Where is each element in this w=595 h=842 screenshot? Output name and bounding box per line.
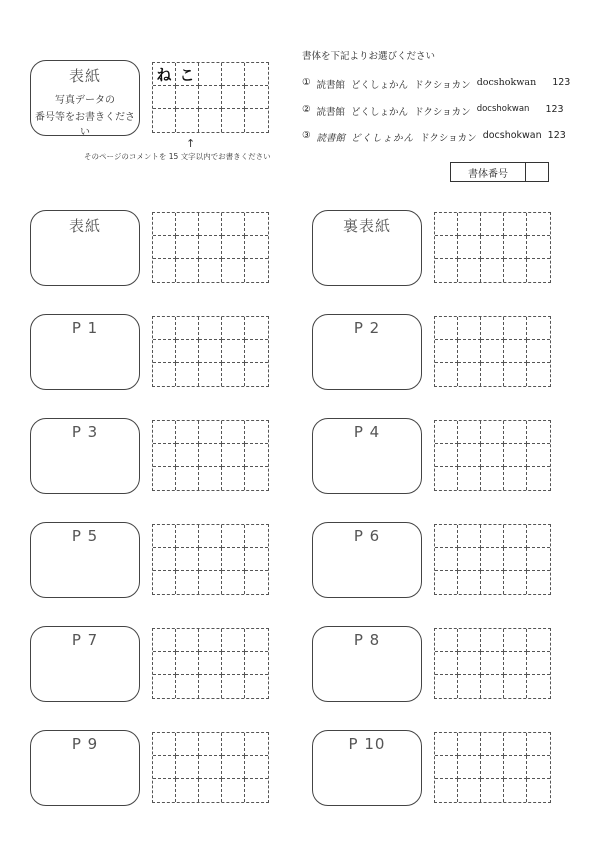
grid-cell[interactable]	[199, 467, 222, 490]
grid-cell[interactable]	[199, 109, 222, 132]
grid-cell[interactable]	[245, 779, 268, 802]
page-label: P 3	[71, 423, 99, 441]
grid-cell[interactable]	[527, 629, 550, 652]
grid-cell[interactable]	[504, 675, 527, 698]
grid-cell[interactable]	[176, 86, 199, 109]
grid-cell[interactable]	[481, 571, 504, 594]
grid-cell[interactable]	[458, 779, 481, 802]
grid-cell[interactable]	[527, 213, 550, 236]
grid-cell[interactable]	[458, 652, 481, 675]
grid-cell[interactable]	[481, 733, 504, 756]
grid-cell[interactable]	[504, 733, 527, 756]
grid-cell[interactable]	[199, 213, 222, 236]
page-comment-grid[interactable]	[434, 420, 551, 491]
grid-cell[interactable]	[199, 259, 222, 282]
grid-cell[interactable]	[153, 259, 176, 282]
grid-cell[interactable]	[504, 444, 527, 467]
option-roman: docshokwan	[476, 104, 530, 114]
option-digits: 123	[547, 130, 566, 141]
font-number-field[interactable]	[450, 162, 549, 182]
page-label: P 5	[71, 527, 99, 545]
grid-cell[interactable]	[153, 86, 176, 109]
font-option-3[interactable]	[302, 130, 566, 144]
page-photo-box[interactable]	[312, 418, 422, 494]
grid-cell[interactable]	[458, 259, 481, 282]
page-photo-box[interactable]	[30, 626, 140, 702]
grid-cell[interactable]	[527, 236, 550, 259]
grid-cell[interactable]	[245, 317, 268, 340]
grid-cell[interactable]	[245, 259, 268, 282]
option-hiragana: どくしょかん	[351, 107, 409, 118]
font-instruction: 書体を下記よりお選びください	[302, 51, 436, 62]
grid-cell[interactable]	[245, 548, 268, 571]
page-comment-grid[interactable]	[434, 628, 551, 699]
option-kanji: 読書館	[316, 133, 346, 144]
grid-cell[interactable]	[176, 340, 199, 363]
grid-cell[interactable]	[481, 444, 504, 467]
grid-cell[interactable]	[435, 236, 458, 259]
grid-cell[interactable]	[504, 571, 527, 594]
grid-cell[interactable]	[153, 363, 176, 386]
grid-cell[interactable]	[222, 259, 245, 282]
grid-cell[interactable]	[222, 733, 245, 756]
grid-cell[interactable]	[435, 467, 458, 490]
page-photo-box[interactable]	[30, 730, 140, 806]
page-photo-box[interactable]	[312, 730, 422, 806]
grid-cell[interactable]	[199, 675, 222, 698]
grid-cell[interactable]	[199, 652, 222, 675]
grid-cell[interactable]	[481, 467, 504, 490]
grid-cell[interactable]	[245, 340, 268, 363]
page-label: 裏表紙	[342, 217, 391, 235]
page-photo-box[interactable]	[312, 626, 422, 702]
grid-cell[interactable]	[222, 340, 245, 363]
grid-cell[interactable]	[176, 525, 199, 548]
grid-cell[interactable]	[245, 421, 268, 444]
grid-cell[interactable]	[153, 675, 176, 698]
grid-cell[interactable]	[222, 675, 245, 698]
grid-cell[interactable]	[435, 363, 458, 386]
grid-cell[interactable]	[176, 779, 199, 802]
grid-cell[interactable]	[222, 525, 245, 548]
grid-cell[interactable]	[245, 675, 268, 698]
cover-example-box	[30, 60, 140, 136]
grid-cell[interactable]	[527, 756, 550, 779]
grid-cell[interactable]	[527, 444, 550, 467]
grid-cell[interactable]	[245, 444, 268, 467]
grid-cell[interactable]	[481, 756, 504, 779]
grid-cell[interactable]	[527, 259, 550, 282]
grid-cell[interactable]	[222, 548, 245, 571]
grid-cell[interactable]	[245, 733, 268, 756]
grid-cell[interactable]	[199, 733, 222, 756]
grid-cell[interactable]	[176, 548, 199, 571]
grid-cell[interactable]	[435, 421, 458, 444]
grid-cell[interactable]	[176, 421, 199, 444]
grid-cell[interactable]	[222, 63, 245, 86]
grid-cell[interactable]	[245, 213, 268, 236]
grid-cell[interactable]	[245, 756, 268, 779]
grid-cell[interactable]	[199, 444, 222, 467]
grid-cell[interactable]	[481, 629, 504, 652]
grid-cell[interactable]	[153, 421, 176, 444]
grid-cell[interactable]	[153, 756, 176, 779]
page-comment-grid[interactable]	[152, 732, 269, 803]
page-comment-grid[interactable]	[152, 524, 269, 595]
page-label: P 6	[353, 527, 381, 545]
grid-cell[interactable]	[458, 421, 481, 444]
grid-cell[interactable]	[199, 629, 222, 652]
grid-cell[interactable]	[481, 652, 504, 675]
page-label: P 2	[353, 319, 381, 337]
grid-cell[interactable]	[504, 779, 527, 802]
grid-cell[interactable]	[222, 109, 245, 132]
grid-cell[interactable]	[481, 779, 504, 802]
option-kanji: 読書館	[316, 80, 346, 91]
grid-cell[interactable]	[153, 525, 176, 548]
grid-cell[interactable]	[504, 363, 527, 386]
grid-cell[interactable]	[458, 444, 481, 467]
grid-cell[interactable]	[458, 340, 481, 363]
grid-cell[interactable]	[481, 548, 504, 571]
grid-cell[interactable]	[199, 236, 222, 259]
grid-cell[interactable]	[435, 779, 458, 802]
grid-cell[interactable]	[153, 629, 176, 652]
grid-cell[interactable]	[527, 317, 550, 340]
grid-cell[interactable]	[481, 675, 504, 698]
grid-cell[interactable]	[458, 675, 481, 698]
grid-cell[interactable]	[504, 525, 527, 548]
grid-cell[interactable]	[199, 340, 222, 363]
grid-cell[interactable]	[199, 571, 222, 594]
grid-cell[interactable]	[245, 467, 268, 490]
font-number-input[interactable]	[526, 163, 548, 181]
grid-cell[interactable]	[176, 259, 199, 282]
grid-cell[interactable]	[153, 571, 176, 594]
grid-cell[interactable]	[527, 340, 550, 363]
grid-cell[interactable]	[527, 548, 550, 571]
grid-cell[interactable]	[504, 629, 527, 652]
grid-cell[interactable]	[458, 236, 481, 259]
grid-cell[interactable]	[435, 652, 458, 675]
grid-cell[interactable]	[245, 629, 268, 652]
grid-cell[interactable]	[222, 779, 245, 802]
page-label: P 10	[348, 735, 386, 753]
grid-cell[interactable]	[222, 571, 245, 594]
grid-cell[interactable]	[435, 571, 458, 594]
grid-cell[interactable]	[245, 525, 268, 548]
page-photo-box[interactable]	[30, 522, 140, 598]
option-katakana: ドクショカン	[414, 80, 471, 91]
page-label: P 4	[353, 423, 381, 441]
grid-cell[interactable]	[153, 779, 176, 802]
grid-cell[interactable]	[222, 421, 245, 444]
grid-cell[interactable]	[199, 63, 222, 86]
font-number-label: 書体番号	[451, 163, 526, 181]
option-number: ①	[302, 77, 311, 88]
grid-cell[interactable]	[435, 548, 458, 571]
grid-cell[interactable]	[527, 652, 550, 675]
grid-cell[interactable]	[176, 317, 199, 340]
grid-cell[interactable]	[481, 340, 504, 363]
grid-cell[interactable]	[527, 363, 550, 386]
page-photo-box[interactable]	[312, 522, 422, 598]
page-comment-grid[interactable]	[434, 212, 551, 283]
grid-cell[interactable]	[176, 652, 199, 675]
grid-cell[interactable]	[222, 652, 245, 675]
grid-cell[interactable]	[176, 756, 199, 779]
grid-cell[interactable]	[153, 109, 176, 132]
grid-cell[interactable]	[435, 525, 458, 548]
page-label: P 1	[71, 319, 99, 337]
grid-cell[interactable]	[458, 571, 481, 594]
grid-cell[interactable]	[199, 548, 222, 571]
grid-cell[interactable]	[176, 675, 199, 698]
grid-cell[interactable]	[153, 317, 176, 340]
grid-cell[interactable]	[435, 675, 458, 698]
grid-cell[interactable]	[527, 525, 550, 548]
grid-cell[interactable]	[222, 213, 245, 236]
grid-cell[interactable]: こ	[176, 63, 199, 86]
grid-cell[interactable]	[199, 756, 222, 779]
option-kanji: 読書館	[316, 107, 346, 118]
grid-cell[interactable]	[153, 236, 176, 259]
grid-cell[interactable]	[458, 213, 481, 236]
grid-cell[interactable]	[481, 317, 504, 340]
grid-cell[interactable]	[153, 340, 176, 363]
grid-cell[interactable]	[199, 525, 222, 548]
grid-cell[interactable]	[435, 444, 458, 467]
arrow-up-icon: ↑	[186, 137, 196, 150]
grid-cell[interactable]	[153, 444, 176, 467]
option-number: ②	[302, 104, 311, 115]
option-hiragana: どくしょかん	[351, 80, 409, 91]
page-label: P 7	[71, 631, 99, 649]
grid-cell[interactable]	[435, 340, 458, 363]
grid-cell[interactable]	[481, 363, 504, 386]
page-label: P 8	[353, 631, 381, 649]
grid-cell[interactable]	[458, 629, 481, 652]
grid-cell[interactable]	[222, 756, 245, 779]
grid-cell[interactable]	[153, 213, 176, 236]
grid-cell[interactable]	[527, 675, 550, 698]
grid-cell[interactable]	[504, 548, 527, 571]
cover-example-line2: 番号等をお書きください	[35, 112, 135, 138]
grid-cell[interactable]	[199, 363, 222, 386]
grid-cell[interactable]	[176, 213, 199, 236]
grid-cell[interactable]	[481, 259, 504, 282]
grid-cell[interactable]	[435, 629, 458, 652]
grid-cell[interactable]	[527, 779, 550, 802]
grid-cell[interactable]	[222, 363, 245, 386]
cover-example-line1: 写真データの	[55, 95, 115, 106]
grid-cell[interactable]	[199, 86, 222, 109]
grid-cell[interactable]	[504, 467, 527, 490]
page-comment-grid[interactable]	[152, 420, 269, 491]
page-label: P 9	[71, 735, 99, 753]
page-photo-box[interactable]	[30, 210, 140, 286]
grid-cell[interactable]	[222, 86, 245, 109]
page-photo-box[interactable]	[312, 210, 422, 286]
grid-cell[interactable]	[458, 548, 481, 571]
option-hiragana: どくしょかん	[351, 133, 415, 144]
grid-cell[interactable]	[458, 363, 481, 386]
grid-cell[interactable]	[245, 652, 268, 675]
grid-cell[interactable]	[176, 467, 199, 490]
grid-cell[interactable]	[176, 236, 199, 259]
grid-cell[interactable]	[176, 109, 199, 132]
grid-cell[interactable]	[176, 733, 199, 756]
grid-cell[interactable]	[222, 467, 245, 490]
grid-cell[interactable]	[527, 467, 550, 490]
grid-cell[interactable]	[176, 571, 199, 594]
grid-cell[interactable]	[245, 363, 268, 386]
option-katakana: ドクショカン	[420, 133, 477, 144]
grid-cell[interactable]	[481, 236, 504, 259]
font-option-2[interactable]	[302, 104, 564, 118]
grid-cell[interactable]	[153, 733, 176, 756]
grid-cell[interactable]	[199, 421, 222, 444]
grid-cell[interactable]	[504, 756, 527, 779]
grid-cell[interactable]	[504, 213, 527, 236]
grid-cell[interactable]	[176, 629, 199, 652]
grid-cell[interactable]	[222, 317, 245, 340]
option-roman: docshokwan	[482, 130, 542, 141]
grid-cell[interactable]	[458, 317, 481, 340]
option-number: ③	[302, 130, 311, 141]
grid-cell[interactable]	[435, 733, 458, 756]
grid-cell[interactable]	[481, 213, 504, 236]
grid-cell[interactable]	[153, 467, 176, 490]
grid-cell[interactable]	[222, 236, 245, 259]
grid-cell[interactable]	[458, 525, 481, 548]
page-comment-grid[interactable]	[152, 316, 269, 387]
example-comment-grid[interactable]	[152, 62, 269, 133]
grid-cell[interactable]	[504, 652, 527, 675]
page-comment-grid[interactable]	[434, 316, 551, 387]
grid-cell[interactable]	[222, 629, 245, 652]
grid-cell[interactable]	[527, 421, 550, 444]
grid-cell[interactable]	[458, 733, 481, 756]
grid-cell[interactable]	[504, 421, 527, 444]
page-comment-grid[interactable]	[434, 732, 551, 803]
grid-cell[interactable]	[153, 652, 176, 675]
grid-cell[interactable]	[504, 340, 527, 363]
grid-cell[interactable]: ね	[153, 63, 176, 86]
grid-cell[interactable]	[527, 733, 550, 756]
grid-cell[interactable]	[199, 779, 222, 802]
grid-cell[interactable]	[176, 363, 199, 386]
grid-cell[interactable]	[153, 548, 176, 571]
grid-cell[interactable]	[504, 259, 527, 282]
grid-cell[interactable]	[458, 756, 481, 779]
page-comment-grid[interactable]	[152, 212, 269, 283]
grid-cell[interactable]	[245, 63, 268, 86]
grid-cell[interactable]	[245, 109, 268, 132]
page-label: 表紙	[68, 217, 101, 235]
grid-cell[interactable]	[222, 444, 245, 467]
grid-cell[interactable]	[435, 317, 458, 340]
page-comment-grid[interactable]	[152, 628, 269, 699]
option-katakana: ドクショカン	[414, 107, 471, 118]
page-photo-box[interactable]	[30, 314, 140, 390]
grid-cell[interactable]	[481, 525, 504, 548]
cover-example-title: 表紙	[68, 67, 101, 85]
grid-cell[interactable]	[481, 421, 504, 444]
option-roman: docshokwan	[476, 77, 537, 88]
grid-cell[interactable]	[245, 571, 268, 594]
grid-cell[interactable]	[527, 571, 550, 594]
grid-cell[interactable]	[176, 444, 199, 467]
grid-cell[interactable]	[504, 317, 527, 340]
grid-cell[interactable]	[199, 317, 222, 340]
option-digits: 123	[552, 77, 571, 88]
option-digits: 123	[545, 104, 564, 115]
grid-cell[interactable]	[245, 86, 268, 109]
grid-cell[interactable]	[435, 259, 458, 282]
grid-cell[interactable]	[435, 213, 458, 236]
grid-cell[interactable]	[504, 236, 527, 259]
grid-cell[interactable]	[458, 467, 481, 490]
font-option-1[interactable]	[302, 77, 570, 91]
grid-cell[interactable]	[435, 756, 458, 779]
page-photo-box[interactable]	[312, 314, 422, 390]
page-comment-grid[interactable]	[434, 524, 551, 595]
grid-cell[interactable]	[245, 236, 268, 259]
comment-hint: そのページのコメントを 15 文字以内でお書きください	[84, 152, 271, 161]
page-photo-box[interactable]	[30, 418, 140, 494]
